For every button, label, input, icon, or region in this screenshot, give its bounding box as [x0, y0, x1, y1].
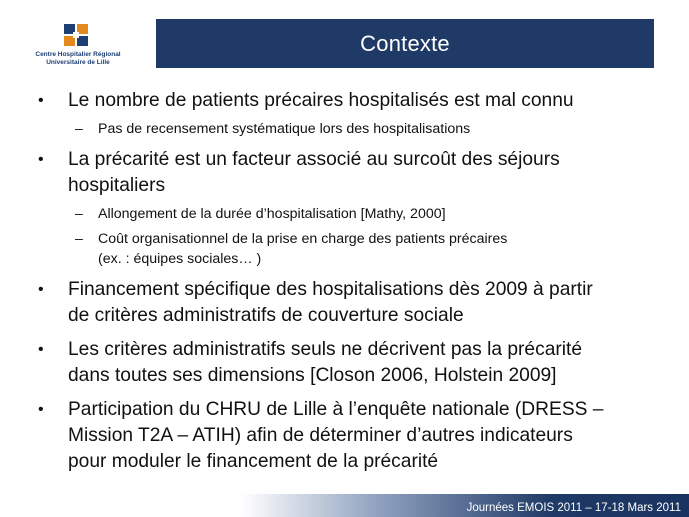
bullet-item	[38, 397, 658, 475]
sub-bullet-item	[38, 229, 658, 269]
dash-icon: –	[75, 121, 83, 137]
slide-content	[38, 88, 658, 475]
footer-text: Journées EMOIS 2011 – 17-18 Mars 2011	[466, 502, 681, 514]
bullet-text: Mission T2A – ATIH) afin de déterminer d’autres indicateurs	[68, 425, 573, 446]
chru-logo-icon	[64, 24, 88, 46]
bullet-text: de critères administratifs de couverture sociale	[68, 305, 464, 326]
bullet-text: Participation du CHRU de Lille à l’enquête nationale (DRESS –	[68, 399, 604, 420]
dash-icon: –	[75, 206, 83, 222]
bullet-text: La précarité est un facteur associé au surcoût des séjours	[68, 149, 560, 170]
bullet-item	[38, 88, 658, 114]
bullet-dot-icon: •	[38, 92, 44, 109]
bullet-text: Le nombre de patients précaires hospitalisés est mal connu	[68, 90, 574, 111]
bullet-dot-icon: •	[38, 341, 44, 358]
sub-bullet-text: Coût organisationnel de la prise en charge des patients précaires	[98, 231, 508, 247]
dash-icon: –	[75, 231, 83, 247]
hospital-logo	[8, 22, 148, 70]
bullet-item	[38, 147, 658, 199]
bullet-text: Les critères administratifs seuls ne décrivent pas la précarité	[68, 339, 583, 360]
bullet-item	[38, 277, 658, 329]
bullet-text: pour moduler le financement de la précarité	[68, 451, 439, 472]
bullet-dot-icon: •	[38, 401, 44, 418]
bullet-text: dans toutes ses dimensions [Closon 2006, Holstein 2009]	[68, 365, 557, 386]
logo-text-line1: Centre Hospitalier Régional	[35, 51, 121, 58]
footer-bar	[0, 494, 689, 517]
slide-title: Contexte	[360, 30, 450, 56]
sub-bullet-text: Pas de recensement systématique lors des hospitalisations	[98, 121, 471, 137]
bullet-dot-icon: •	[38, 281, 44, 298]
bullet-text: hospitaliers	[68, 175, 166, 196]
sub-bullet-text: (ex. : équipes sociales… )	[98, 251, 262, 267]
bullet-text: Financement spécifique des hospitalisations dès 2009 à partir	[68, 279, 593, 300]
sub-bullet-item	[38, 204, 658, 224]
sub-bullet-text: Allongement de la durée d’hospitalisation [Mathy, 2000]	[98, 206, 446, 222]
bullet-dot-icon: •	[38, 151, 44, 168]
logo-text-line2: Universitaire de Lille	[46, 59, 110, 66]
bullet-item	[38, 337, 658, 389]
sub-bullet-item	[38, 119, 658, 139]
title-bar	[156, 19, 654, 68]
